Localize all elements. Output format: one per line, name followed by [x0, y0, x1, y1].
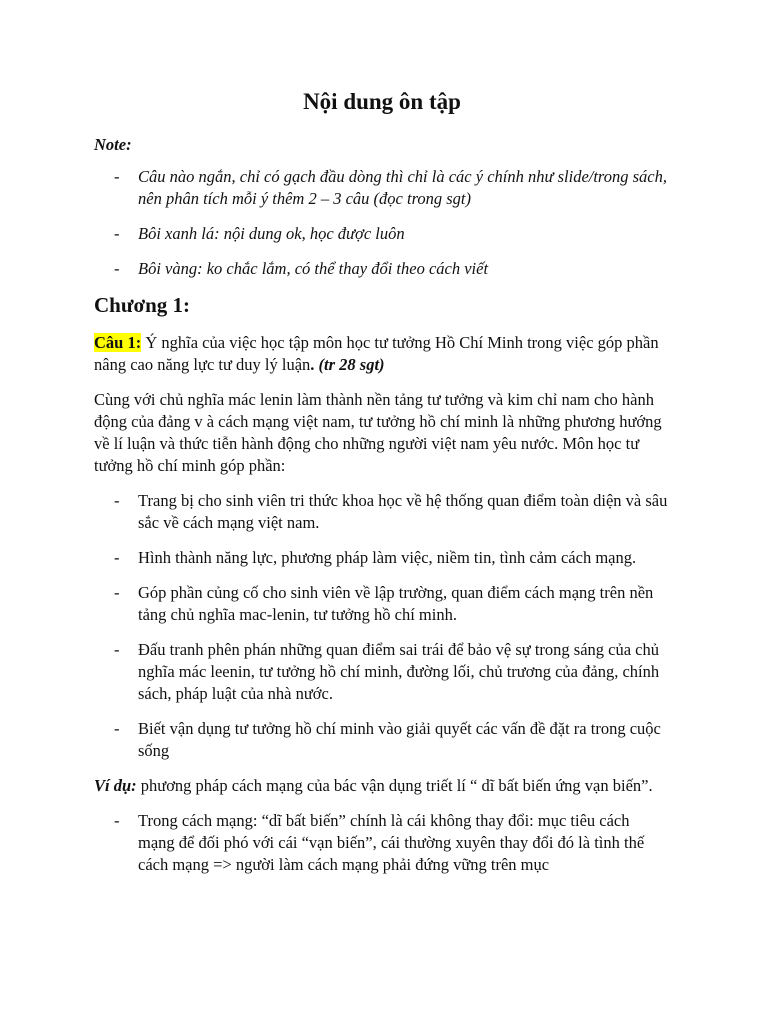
question-text: Ý nghĩa của việc học tập môn học tư tưởng Hồ Chí Minh trong việc góp phần nâng cao năng lực tư duy lý luận [94, 333, 659, 374]
note-list [94, 166, 670, 280]
example-list [94, 810, 670, 876]
bullet-dash: - [114, 811, 120, 830]
question-paragraph [94, 332, 670, 376]
note-item [94, 258, 670, 280]
note-label: Note: [94, 135, 132, 154]
note-item [94, 166, 670, 210]
list-item-text: Đấu tranh phên phán những quan điểm sai trái để bảo vệ sự trong sáng của chủ nghĩa mác leenin, tư tưởng hồ chí minh, đường lối, chủ trương của đảng, chính sách, pháp luật của nhà nước. [138, 640, 660, 703]
bullet-dash: - [114, 167, 120, 186]
list-item-text: Trang bị cho sinh viên tri thức khoa học về hệ thống quan điểm toàn diện và sâu sắc về cách mạng việt nam. [138, 491, 668, 532]
list-item [94, 582, 670, 626]
list-item-text: Hình thành năng lực, phương pháp làm việc, niềm tin, tình cảm cách mạng. [138, 548, 637, 567]
bullet-dash: - [114, 224, 120, 243]
question-reference: (tr 28 sgt) [314, 355, 385, 374]
bullet-dash: - [114, 583, 120, 602]
question-label: Câu 1: [94, 333, 142, 352]
note-text: Câu nào ngắn, chỉ có gạch đầu dòng thì chỉ là các ý chính như slide/trong sách, nên phân tích mỗi ý thêm 2 – 3 câu (đọc trong sgt) [138, 167, 667, 208]
list-item [94, 490, 670, 534]
bullet-dash: - [114, 259, 120, 278]
list-item [94, 810, 670, 876]
note-text: Bôi xanh lá: nội dung ok, học được luôn [138, 224, 405, 243]
chapter-heading: Chương 1: [94, 293, 190, 317]
bullet-dash: - [114, 548, 120, 567]
list-item-text: Biết vận dụng tư tưởng hồ chí minh vào giải quyết các vấn đề đặt ra trong cuộc sống [138, 719, 661, 760]
note-text: Bôi vàng: ko chắc lắm, có thể thay đổi theo cách viết [138, 259, 489, 278]
list-item-text: Góp phần củng cố cho sinh viên về lập trường, quan điểm cách mạng trên nền tảng chủ nghĩa mac-lenin, tư tưởng hồ chí minh. [138, 583, 654, 624]
example-label: Ví dụ: [94, 776, 137, 795]
example-paragraph [94, 775, 670, 797]
note-item [94, 223, 670, 245]
list-item-text: Trong cách mạng: “dĩ bất biến” chính là cái không thay đổi: mục tiêu cách mạng để đối phó với cái “vạn biến”, cái thường xuyên thay đổi đó là tình thế cách mạng => người làm cách mạng phải đứng vững trên mục [138, 811, 645, 874]
list-item [94, 547, 670, 569]
example-text: phương pháp cách mạng của bác vận dụng triết lí “ dĩ bất biến ứng vạn biến”. [136, 776, 653, 795]
list-item [94, 639, 670, 705]
question-punct: . [310, 355, 315, 374]
list-item [94, 718, 670, 762]
bullet-dash: - [114, 719, 120, 738]
document-title: Nội dung ôn tập [303, 89, 461, 114]
contribution-list [94, 490, 670, 762]
bullet-dash: - [114, 640, 120, 659]
intro-paragraph: Cùng với chủ nghĩa mác lenin làm thành nền tảng tư tưởng và kim chỉ nam cho hành động của đảng v à cách mạng việt nam, tư tưởng hồ chí minh là những phương hướng về lí luận và thức tiễn hành động cho những người việt nam yêu nước. Môn học tư tưởng hồ chí minh góp phần: [94, 390, 662, 475]
bullet-dash: - [114, 491, 120, 510]
